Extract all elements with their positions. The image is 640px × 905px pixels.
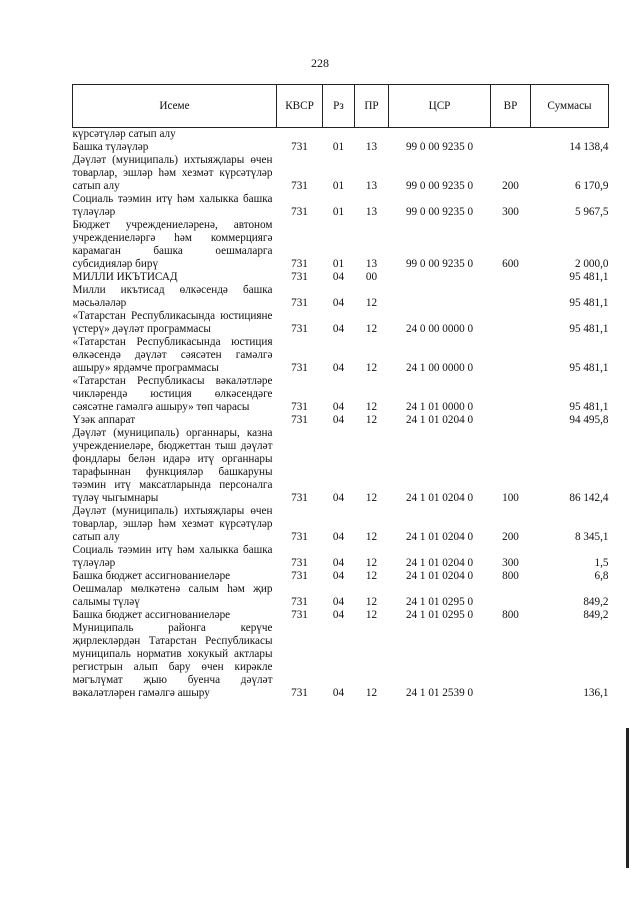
column-header-sum: Суммасы <box>531 85 609 128</box>
cell-name: «Татарстан Республикасында юстиция өлкәсендә дәүләт сәясәтен гамәлгә ашыру» ярдәмче программасы <box>72 336 273 374</box>
cell-rz: 04 <box>332 401 345 413</box>
cell-rz: 04 <box>332 297 345 309</box>
cell-pr: 12 <box>365 492 378 504</box>
cell-name: Башка бюджет ассигнованиеләре <box>72 609 231 621</box>
cell-rz: 04 <box>332 323 345 335</box>
cell-sum: 95 481,1 <box>569 323 609 335</box>
table-row <box>73 193 609 219</box>
column-header-vr: ВР <box>491 85 531 128</box>
table-row <box>73 414 609 427</box>
table-header-row <box>73 85 609 128</box>
table-row <box>73 375 609 414</box>
cell-csr: 24 1 01 2539 0 <box>405 687 474 699</box>
cell-rz: 04 <box>332 271 345 283</box>
cell-rz: 04 <box>332 492 345 504</box>
cell-rz <box>323 128 355 142</box>
cell-csr: 24 1 01 0204 0 <box>405 570 474 582</box>
cell-csr: 99 0 00 9235 0 <box>405 206 474 218</box>
table-row <box>73 505 609 544</box>
table-row <box>73 284 609 310</box>
cell-name: Башка бюджет ассигнованиеләре <box>72 570 231 582</box>
cell-name: Муниципаль районга керүче җирлекләрдән Татарстан Республикасы муниципаль норматив хокукый актлары регистрын алып бару өчен кирәкле мәгълүмат җыю буенча дәүләт вәкаләтләрен гамәлгә ашыру <box>72 622 273 699</box>
cell-rz: 04 <box>332 570 345 582</box>
cell-name: «Татарстан Республикасында юстицияне үстерү» дәүләт программасы <box>72 310 273 335</box>
cell-name: Дәүләт (муниципаль) ихтыяҗлары өчен товарлар, эшләр һәм хезмәт күрсәтүләр сатып алу <box>72 505 273 543</box>
cell-rz: 01 <box>332 141 345 153</box>
cell-name: күрсәтүләр сатып алу <box>72 128 176 140</box>
cell-vr: 100 <box>502 492 519 504</box>
column-header-csr: ЦСР <box>389 85 491 128</box>
cell-pr: 12 <box>365 687 378 699</box>
cell-rz: 04 <box>332 609 345 621</box>
cell-kvsr: 731 <box>291 323 308 335</box>
cell-sum: 95 481,1 <box>569 401 609 413</box>
cell-rz: 04 <box>332 362 345 374</box>
cell-name: Башка түләүләр <box>72 141 149 153</box>
cell-kvsr: 731 <box>291 141 308 153</box>
cell-vr <box>491 414 531 427</box>
page-number: 228 <box>311 56 329 70</box>
cell-kvsr: 731 <box>291 206 308 218</box>
cell-sum: 2 000,0 <box>574 258 609 270</box>
table-row <box>73 128 609 142</box>
cell-name: Дәүләт (муниципаль) ихтыяҗлары өчен товарлар, эшләр һәм хезмәт күрсәтүләр сатып алу <box>72 154 273 192</box>
table-row <box>73 570 609 583</box>
table-row <box>73 622 609 700</box>
table-row <box>73 427 609 505</box>
cell-sum: 6 170,9 <box>574 180 609 192</box>
cell-pr: 13 <box>365 141 378 153</box>
cell-pr: 12 <box>365 609 378 621</box>
cell-csr: 99 0 00 9235 0 <box>405 258 474 270</box>
column-header-kvsr: КВСР <box>277 85 323 128</box>
cell-csr: 24 1 01 0204 0 <box>405 531 474 543</box>
cell-csr: 24 1 01 0295 0 <box>405 609 474 621</box>
cell-csr: 24 1 01 0204 0 <box>405 557 474 569</box>
cell-name: Дәүләт (муниципаль) органнары, казна учреждениеләре, бюджеттан тыш дәүләт фондлары белән идарә итү органнары тарафыннан функцияләр башкаруны тәэмин итү максатларында персоналга түләү чыгымнары <box>72 427 273 504</box>
cell-pr: 12 <box>365 297 378 309</box>
cell-kvsr <box>277 128 323 142</box>
table-row <box>73 154 609 193</box>
table-row <box>73 583 609 609</box>
cell-csr: 24 0 00 0000 0 <box>405 323 474 335</box>
cell-kvsr: 731 <box>291 297 308 309</box>
cell-sum: 86 142,4 <box>569 492 609 504</box>
cell-csr: 99 0 00 9235 0 <box>405 141 474 153</box>
cell-vr <box>491 284 531 310</box>
cell-sum: 8 345,1 <box>574 531 609 543</box>
column-header-rz: Рз <box>323 85 355 128</box>
cell-rz: 04 <box>332 557 345 569</box>
cell-pr: 12 <box>365 557 378 569</box>
cell-name: МИЛЛИ ИКЪТИСАД <box>72 271 178 283</box>
cell-kvsr: 731 <box>291 362 308 374</box>
cell-csr: 24 1 01 0204 0 <box>405 492 474 504</box>
cell-rz: 04 <box>332 414 345 426</box>
cell-sum: 5 967,5 <box>574 206 609 218</box>
cell-pr: 12 <box>365 323 378 335</box>
cell-name: «Татарстан Республикасы вәкаләтләре чикләрендә юстиция өлкәсендәге сәясәтне гамәлгә ашыру» төп чарасы <box>72 375 273 413</box>
cell-kvsr: 731 <box>291 570 308 582</box>
table-row <box>73 609 609 622</box>
cell-csr: 24 1 00 0000 0 <box>405 362 474 374</box>
cell-kvsr: 731 <box>291 557 308 569</box>
cell-name: Үзәк аппарат <box>72 414 136 426</box>
budget-table <box>72 84 609 700</box>
cell-name: Бюджет учреждениеләренә, автоном учреждениеләргә һәм коммерциягә карамаган башка оешмаларга субсидияләр бирү <box>72 219 273 270</box>
cell-csr <box>389 284 491 310</box>
cell-pr: 12 <box>365 570 378 582</box>
cell-name: Социаль тәэмин итү һәм халыкка башка түләүләр <box>72 544 273 569</box>
cell-pr: 13 <box>365 206 378 218</box>
table-row <box>73 310 609 336</box>
cell-vr <box>491 336 531 375</box>
cell-sum: 94 495,8 <box>569 414 609 426</box>
cell-csr: 24 1 01 0000 0 <box>405 401 474 413</box>
cell-csr: 24 1 01 0204 0 <box>405 414 474 426</box>
cell-rz: 01 <box>332 258 345 270</box>
cell-pr: 13 <box>365 180 378 192</box>
cell-sum: 849,2 <box>583 596 609 608</box>
cell-sum: 95 481,1 <box>569 362 609 374</box>
cell-pr: 12 <box>365 531 378 543</box>
scan-edge-mark <box>626 728 629 868</box>
cell-vr <box>491 271 531 284</box>
cell-rz: 04 <box>332 687 345 699</box>
cell-sum: 95 481,1 <box>569 271 609 283</box>
cell-name: Милли икътисад өлкәсендә башка мәсьәләләр <box>72 284 273 309</box>
cell-vr: 300 <box>502 206 519 218</box>
cell-csr <box>389 271 491 284</box>
table-row <box>73 336 609 375</box>
cell-rz: 01 <box>332 206 345 218</box>
cell-csr: 24 1 01 0295 0 <box>405 596 474 608</box>
table-row <box>73 271 609 284</box>
cell-sum: 136,1 <box>583 687 609 699</box>
cell-kvsr: 731 <box>291 401 308 413</box>
cell-kvsr: 731 <box>291 414 308 426</box>
cell-pr: 12 <box>365 362 378 374</box>
cell-sum: 95 481,1 <box>569 297 609 309</box>
cell-pr: 12 <box>365 414 378 426</box>
cell-vr <box>491 583 531 609</box>
cell-vr <box>491 310 531 336</box>
cell-kvsr: 731 <box>291 258 308 270</box>
cell-vr: 300 <box>502 557 519 569</box>
table-body <box>73 128 609 701</box>
column-header-name: Исеме <box>73 85 277 128</box>
table-row <box>73 219 609 271</box>
cell-pr: 12 <box>365 401 378 413</box>
cell-kvsr: 731 <box>291 492 308 504</box>
cell-kvsr: 731 <box>291 596 308 608</box>
column-header-pr: ПР <box>355 85 389 128</box>
cell-vr <box>491 141 531 154</box>
cell-csr: 99 0 00 9235 0 <box>405 180 474 192</box>
cell-pr <box>355 128 389 142</box>
cell-sum: 14 138,4 <box>569 141 609 153</box>
cell-pr: 13 <box>365 258 378 270</box>
cell-vr: 200 <box>502 531 519 543</box>
cell-vr: 800 <box>502 570 519 582</box>
table-row <box>73 141 609 154</box>
cell-sum: 1,5 <box>594 557 609 569</box>
cell-vr: 800 <box>502 609 519 621</box>
cell-pr: 12 <box>365 596 378 608</box>
cell-sum: 6,8 <box>594 570 609 582</box>
cell-pr: 00 <box>365 271 378 283</box>
cell-kvsr: 731 <box>291 531 308 543</box>
cell-rz: 04 <box>332 531 345 543</box>
cell-kvsr: 731 <box>291 180 308 192</box>
cell-rz: 01 <box>332 180 345 192</box>
cell-vr <box>491 128 531 142</box>
cell-kvsr: 731 <box>291 609 308 621</box>
cell-sum <box>531 128 609 142</box>
table-row <box>73 544 609 570</box>
cell-sum: 849,2 <box>583 609 609 621</box>
cell-vr <box>491 375 531 414</box>
cell-csr <box>389 128 491 142</box>
cell-kvsr: 731 <box>291 271 308 283</box>
cell-vr <box>491 622 531 700</box>
cell-name: Социаль тәэмин итү һәм халыкка башка түләүләр <box>72 193 273 218</box>
cell-vr: 200 <box>502 180 519 192</box>
cell-vr: 600 <box>502 258 519 270</box>
cell-kvsr: 731 <box>291 687 308 699</box>
cell-name: Оешмалар мөлкәтенә салым һәм җир салымы түләү <box>72 583 273 608</box>
cell-rz: 04 <box>332 596 345 608</box>
